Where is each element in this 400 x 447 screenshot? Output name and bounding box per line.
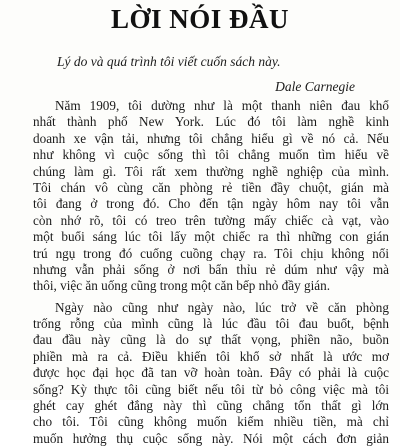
paragraph-1 bbox=[33, 98, 389, 295]
body-text bbox=[33, 98, 389, 447]
text-line: trống rỗng của mình cũng là lúc đầu tôi đau buốt, bệnh bbox=[33, 316, 389, 332]
text-line: muốn hưởng thụ cuộc sống này. Nói một cách đơn giản bbox=[33, 430, 389, 446]
page-title: LỜI NÓI ĐẦU bbox=[110, 4, 290, 34]
text-line: sống? Kỳ thực tôi cũng biết nếu tôi từ bỏ công việc mà tôi bbox=[33, 381, 389, 397]
text-line: đau đầu này cũng là do sự thất vọng, phiền não, buồn bbox=[33, 332, 389, 348]
text-line: một buổi sáng lúc tôi lấy một chiếc ra thì những con gián bbox=[33, 229, 389, 245]
text-line: nhưng vẫn phải sống ở nơi bẩn thỉu rẻ dúm như vậy mà bbox=[33, 261, 389, 277]
text-line: Tôi chán vô cùng căn phòng rẻ tiền đầy chuột, gián mà bbox=[33, 179, 389, 195]
epigraph-subtitle: Lý do và quá trình tôi viết cuốn sách này. bbox=[57, 54, 281, 69]
text-line: Năm 1909, tôi dường như là một thanh niên đau khổ bbox=[55, 98, 389, 113]
text-line: cho tôi. Tôi cũng không muốn kiếm nhiều tiền, mà chỉ bbox=[33, 414, 389, 430]
text-line: như không vì cuộc sống thì tôi chẳng muốn tìm hiểu về bbox=[33, 147, 389, 163]
paragraph-2 bbox=[33, 300, 389, 447]
text-line: còn nhớ rõ, tôi có treo trên tường mấy chiếc cà vạt, vào bbox=[33, 212, 389, 228]
text-line: tôi đang ở trong đó. Cho đến tận ngày hôm nay tôi vẫn bbox=[33, 196, 389, 212]
text-line: ghét cay ghét đắng này thì cũng chẳng tổn thất gì lớn bbox=[33, 398, 389, 414]
text-line: trú ngụ trong đó cuống cuồng chạy ra. Tôi chịu không nổi bbox=[33, 245, 389, 261]
text-line: doanh xe vận tải, nhưng tôi chẳng hiểu gì về nó cả. Nếu bbox=[33, 130, 389, 146]
text-line: phiền mà ra cả. Điều khiến tôi khổ sở nhất là ước mơ bbox=[33, 348, 389, 364]
text-line: chúng làm gì. Tôi rất xem thường nghề nghiệp của mình. bbox=[33, 163, 389, 179]
text-line: Ngày nào cũng như ngày nào, lúc trở về căn phòng bbox=[55, 299, 389, 315]
author-name: Dale Carnegie bbox=[275, 79, 355, 94]
text-line: thôi, việc ăn uống cũng trong một căn bếp nhỏ đầy gián. bbox=[33, 278, 331, 294]
text-line: được học đại học đã tan vỡ hoàn toàn. Đây có phải là cuộc bbox=[33, 365, 389, 381]
text-line: nhất thành phố New York. Lúc đó tôi làm nghề kinh bbox=[33, 114, 389, 130]
